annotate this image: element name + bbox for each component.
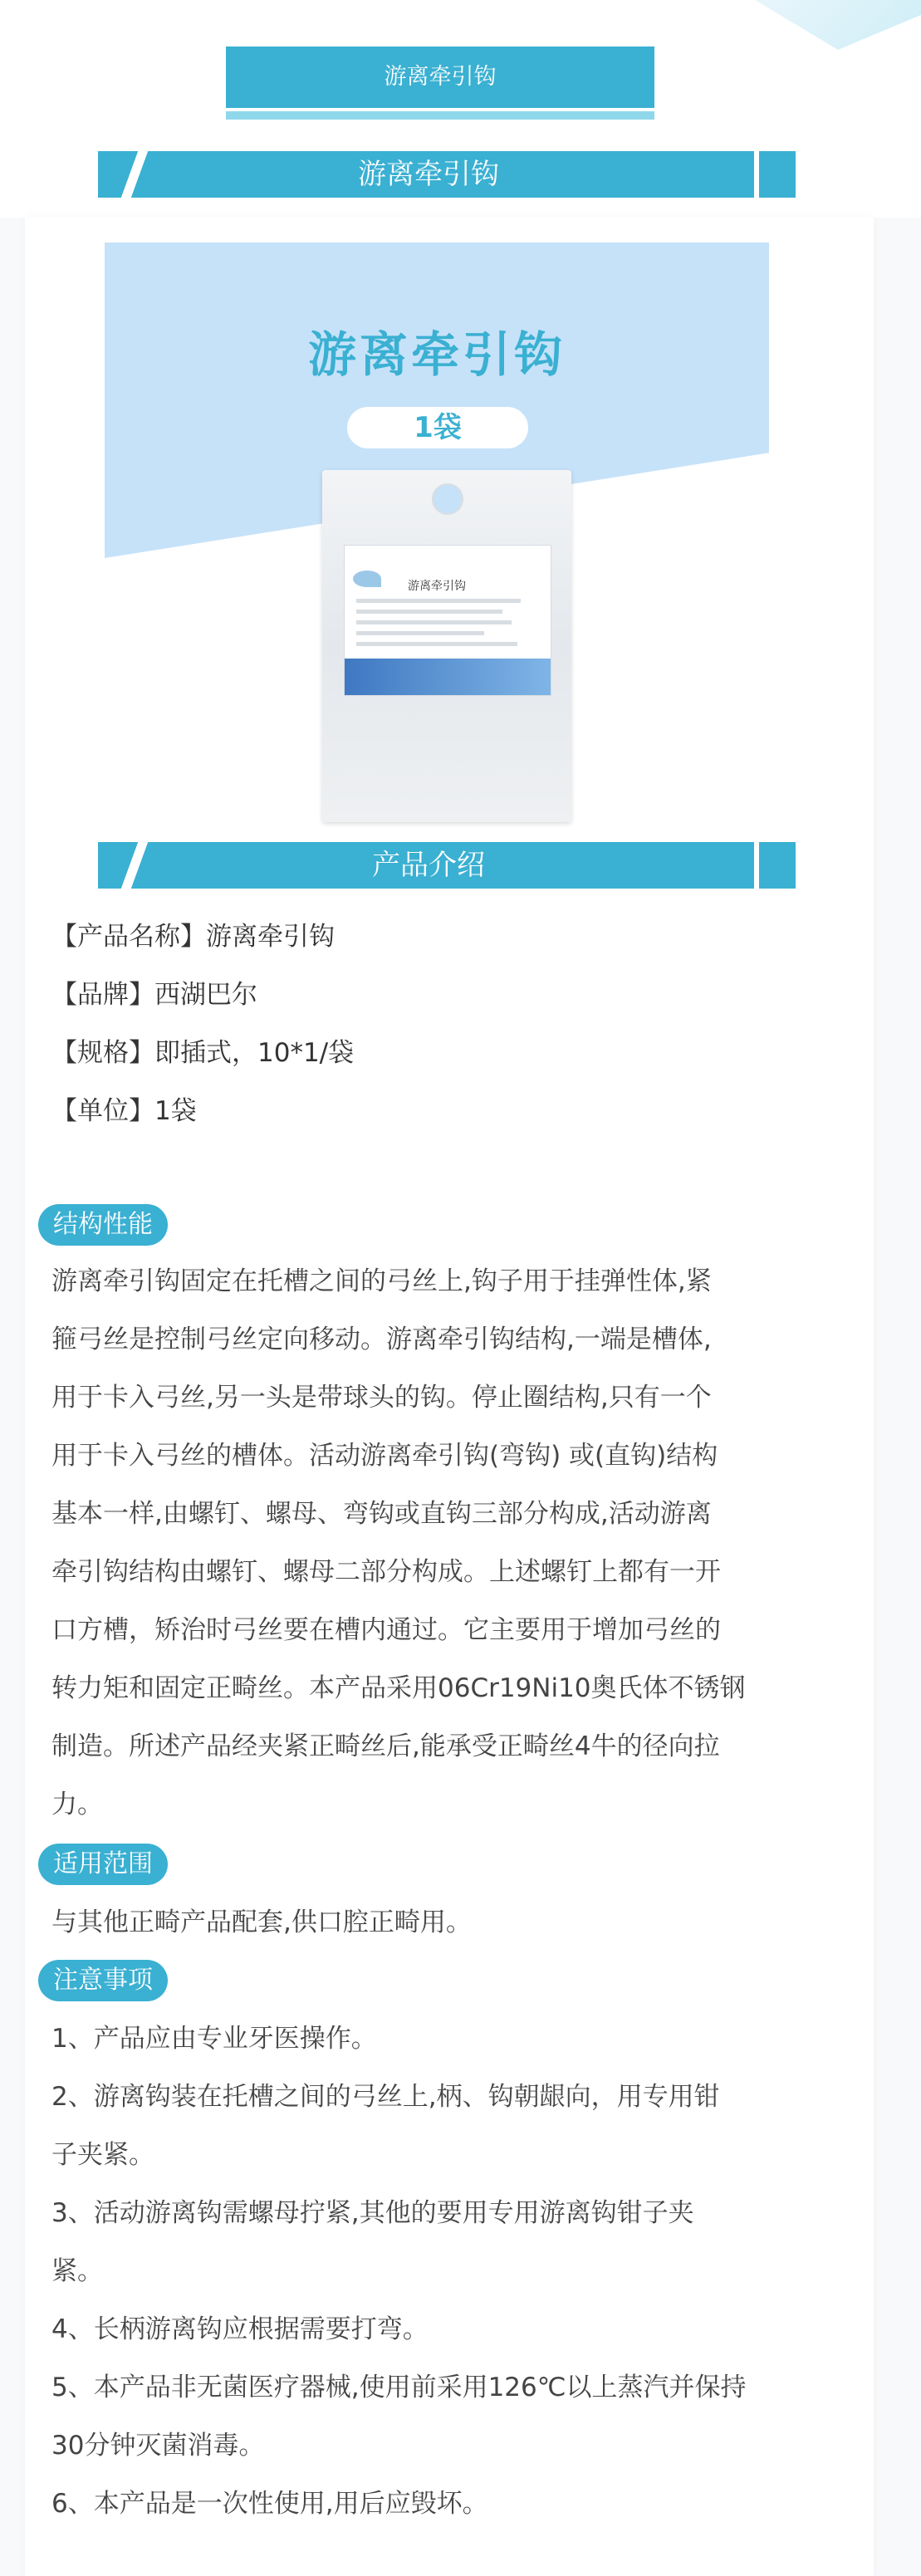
decor-triangle [755,0,921,50]
top-tab-underline [226,111,654,120]
structure-text [51,1252,837,1834]
text-line: 与其他正畸产品配套,供口腔正畸用。 [51,1908,472,1937]
product-image [322,470,571,822]
banner-end-block [759,842,796,889]
tag-notes: 注意事项 [38,1960,168,2001]
banner-end-block [759,151,796,198]
text-line: 子夹紧。 [51,2140,154,2170]
info-spec: 【规格】即插式，10*1/袋 [51,1038,355,1068]
text-line: 4、长柄游离钩应根据需要打弯。 [51,2314,429,2344]
info-brand: 【品牌】西湖巴尔 [51,980,257,1010]
bag-hang-hole [432,483,463,515]
hero-title: 游离牵引钩 [307,326,566,383]
text-line: 转力矩和固定正畸丝。本产品采用06Cr19Ni10奥氏体不锈钢 [51,1673,746,1703]
quantity-badge: 1袋 [347,407,528,448]
tag-structure: 结构性能 [38,1204,168,1246]
bag-label-title: 游离牵引钩 [408,580,466,593]
text-line: 牵引钩结构由螺钉、螺母二部分构成。上述螺钉上都有一开 [51,1557,721,1587]
bag-label [344,545,551,696]
text-line: 紧。 [51,2256,103,2286]
top-tab[interactable] [226,47,654,120]
text-line: 基本一样,由螺钉、螺母、弯钩或直钩三部分构成,活动游离 [51,1499,712,1529]
text-line: 用于卡入弓丝,另一头是带球头的钩。停止圈结构,只有一个 [51,1383,712,1413]
text-line: 5、本产品非无菌医疗器械,使用前采用126℃以上蒸汽并保持 [51,2373,747,2402]
text-line: 力。 [51,1790,103,1819]
text-line: 1、产品应由专业牙医操作。 [51,2024,377,2054]
tag-scope: 适用范围 [38,1844,168,1885]
banner-title: 游离牵引钩 [358,158,499,191]
page-margin-left [0,218,25,2576]
text-line: 用于卡入弓丝的槽体。活动游离牵引钩(弯钩) 或(直钩)结构 [51,1441,718,1471]
top-tab-label: 游离牵引钩 [226,47,654,108]
section-banner-product-name [98,151,796,198]
info-product-name: 【产品名称】游离牵引钩 [51,922,335,952]
brand-logo-icon [353,571,381,587]
info-unit: 【单位】1袋 [51,1096,197,1126]
text-line: 游离牵引钩固定在托槽之间的弓丝上,钩子用于挂弹性体,紧 [51,1266,712,1296]
text-line: 箍弓丝是控制弓丝定向移动。游离牵引钩结构,一端是槽体, [51,1325,712,1354]
text-line: 6、本产品是一次性使用,用后应毁坏。 [51,2489,488,2519]
text-line: 制造。所述产品经夹紧正畸丝后,能承受正畸丝4牛的径向拉 [51,1731,720,1761]
bag-label-footer [345,659,551,695]
text-line: 3、活动游离钩需螺母拧紧,其他的要用专用游离钩钳子夹 [51,2198,694,2228]
text-line: 2、游离钩装在托槽之间的弓丝上,柄、钩朝龈向，用专用钳 [51,2082,720,2112]
banner-title: 产品介绍 [372,849,485,882]
notes-text [51,2010,837,2533]
page-margin-right [874,218,921,2576]
text-line: 口方槽，矫治时弓丝要在槽内通过。它主要用于增加弓丝的 [51,1615,721,1645]
bag-label-fineprint [356,599,539,653]
scope-text [51,1893,837,1952]
text-line: 30分钟灭菌消毒。 [51,2431,265,2461]
section-banner-intro [98,842,796,889]
